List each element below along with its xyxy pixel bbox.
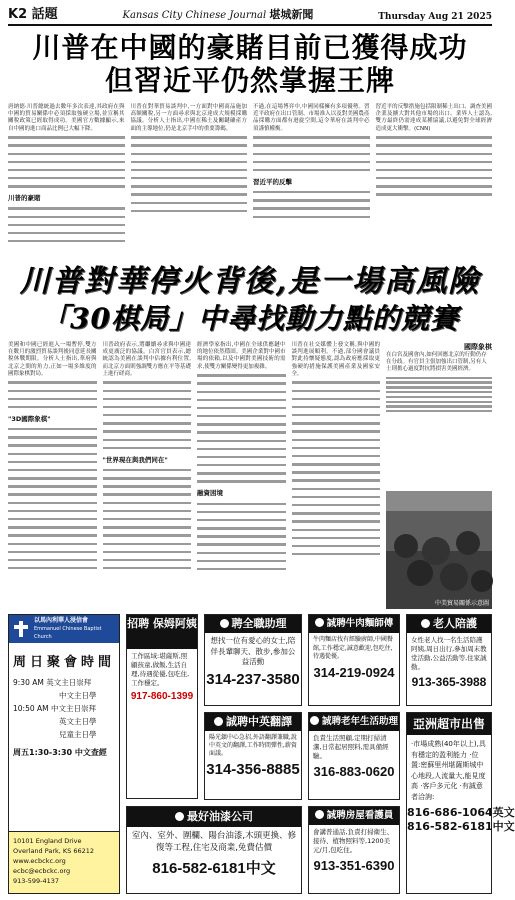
church-website[interactable]: www.ecbckc.org [13, 857, 66, 865]
translator-ad [204, 712, 302, 800]
article1-headline-line2: 但習近平仍然掌握王牌 [104, 64, 395, 97]
translator-ad-title-text: 誠聘中英翻譯 [226, 715, 292, 728]
translator-ad-phone: 314-356-8885 [206, 761, 300, 778]
church-schedule-row: 9:30 AM 英文主日崇拜 [13, 678, 92, 687]
assistant-ad-title [205, 615, 301, 633]
church-address-line: Overland Park, KS 66212 [13, 847, 95, 855]
photo-credit: 中美貿易關係示意圖 [434, 600, 489, 607]
article2-sidebar [386, 342, 492, 609]
masthead-zh: 堪城新聞 [269, 8, 314, 21]
article2-text: 經濟學家指出,中國在全球供應鏈中的地位依然穩固。美國企業對中國市場的依賴,以及中國對美國技術的需求,使雙方關係變得更加複雜。 [197, 342, 286, 370]
assistant-ad-text: 想找一位有愛心的女士,陪伴長輩聊天、散步,參加公益活動 [210, 636, 296, 666]
church-contact [9, 831, 119, 893]
senior-assistant-ad-title-text: 誠聘老年生活助理 [321, 716, 398, 727]
masthead-en: Kansas City Chinese Journal [122, 10, 267, 21]
church-phone: 913-599-4137 [13, 877, 60, 885]
assistant-ad-phone: 314-237-3580 [206, 670, 300, 688]
senior-assistant-ad-phone: 316-883-0620 [313, 764, 395, 779]
church-ad [8, 614, 120, 894]
article1-column [253, 104, 370, 256]
article1-subhead: 習近平的反擊 [253, 177, 292, 186]
church-name [34, 617, 116, 641]
senior-assistant-ad-title [309, 713, 399, 731]
house-caretaker-ad [308, 806, 400, 894]
assistant-ad [204, 614, 302, 706]
assistant-ad-title-text: 聘全職助理 [231, 617, 287, 630]
bullet-icon [220, 619, 229, 628]
supermarket-ad-phone: 816-582-6181中文 [407, 820, 515, 833]
section-label: K2 話題 [8, 7, 58, 22]
sidebar-heading: 國際象棋 [464, 343, 492, 351]
nanny-ad-phone: 917-860-1399 [130, 691, 194, 702]
chef-ad-title-text: 誠聘牛肉麵師傅 [326, 618, 394, 629]
article1-text: 唐納德·川普總統過去數年多次表達,其政府在與中國的貿易關係中必須採取強硬立場,並宣稱其關稅政策已經取得成功。美國官方數據顯示,來自中國的進口商品比例已大幅下降。 [8, 104, 125, 132]
painting-ad-text: 室內、室外、圍欄、陽台油漆,木頭更換、修復等工程,住宅及商業,免費估價 [131, 831, 297, 853]
cross-icon [12, 620, 30, 638]
article-photo [386, 491, 492, 609]
senior-assistant-ad-text: 負責生活照顧,定期打掃清潔,日常起居照料,需具備經驗。 [313, 734, 389, 760]
translator-ad-text: 陽光鎮中心急招,外語翻譯兼職,說中英文的翻譯,工作時間彈性,薪資面議。 [209, 734, 297, 757]
article1-text: 不過,在這場博弈中,中國同樣擁有多項優勢。習近平政府在出口管制、市場准入以及對美國農產品採購方面都有迴旋空間,這令華府在談判中必須謹慎權衡。 [253, 104, 370, 132]
article1-text: 習近平的反擊措施包括限制稀土出口、調查美國企業及擴大對其他市場的出口。業界人士認為,雙方最終仍需達成某種協議,以避免對全球經濟造成更大衝擊。(CNN) [375, 104, 492, 132]
article1-column [376, 104, 493, 256]
church-address-line: 10101 England Drive [13, 837, 82, 845]
church-banner [9, 615, 119, 643]
church-schedule-row: 兒童主日學 [59, 730, 97, 739]
supermarket-ad-title: 亞洲超市出售 [407, 713, 491, 735]
article2-subhead: 融資困境 [197, 489, 223, 498]
article2-headline-line1: 川普對華停火背後,是一場高風險 [19, 264, 481, 299]
painting-ad [126, 806, 302, 894]
elder-care-ad-text: 女性老人找一名生活陪護阿姨,周日出行,參加周末教堂活動,公益活動等,住家誠勤。 [411, 636, 487, 671]
supermarket-ad-text: ·市場成熟(40年以上),具有穩定的盈利能力 ·位置:密蘇里州堪薩斯城中心地段,人流量大,能見度高 ·客戶多元化 ·有誠意者洽詢: [411, 740, 486, 801]
chef-ad-text: 牛肉麵店找有經驗廚師,中國餐館,工作穩定,誠意歡迎,包吃住,待遇從優。 [313, 636, 393, 660]
church-schedule-row: 10:50 AM 中文主日崇拜 [13, 704, 96, 713]
article2-column [292, 342, 381, 609]
article1-headline-line1: 川普在中國的豪賭目前已獲得成功 [32, 31, 468, 64]
church-name-en: Emmanuel Chinese Baptist Church [34, 626, 102, 640]
church-schedule-title: 周日聚會時間 [12, 655, 115, 670]
painting-ad-phone: 816-582-6181中文 [152, 860, 276, 877]
bullet-icon [315, 618, 324, 627]
painting-ad-title [127, 807, 301, 827]
issue-date: Thursday Aug 21 2025 [378, 12, 492, 22]
house-caretaker-ad-title-text: 誠聘房屋看護員 [326, 810, 394, 821]
painting-ad-title-text: 最好油漆公司 [187, 810, 253, 823]
bullet-icon [175, 812, 184, 821]
classified-ads [8, 614, 515, 894]
church-name-zh: 以馬內利華人浸信會 [34, 617, 89, 624]
bullet-icon [310, 716, 319, 725]
church-schedule-row: 中文主日學 [59, 691, 97, 700]
nanny-ad-text: 工作區域:堪薩斯,照顧孩童,做飯,生活自理,待遇從優,包吃住,工作穩定。 [131, 652, 190, 687]
elder-care-ad-title-text: 老人陪護 [433, 617, 477, 630]
church-email[interactable]: ecbc@ecbckc.org [13, 867, 71, 875]
article1-text: 川普在對華貿易談判中,一方面對中國商品施加高額關稅,另一方面尋求與北京達成大規模採購協議。分析人士指出,中國在稀土及關鍵礦產方面的主導地位,仍是北京手中的重要籌碼。 [130, 104, 247, 132]
chef-ad [308, 614, 400, 706]
house-caretaker-ad-phone: 913-351-6390 [313, 858, 395, 873]
page-header [8, 4, 492, 26]
house-caretaker-ad-title [309, 807, 399, 825]
nanny-ad [126, 614, 198, 799]
supermarket-sale-ad [406, 712, 515, 894]
church-friday: 周五1:30-3:30 中文查經 [13, 748, 107, 757]
sidebar-text: 在白宮及國會內,如何回應北京的行動仍存在分歧。有官員主張加強出口管制,另有人士則擔心過度對抗將損害美國經濟。 [386, 352, 487, 373]
elder-care-ad-title [407, 615, 491, 633]
chef-ad-title [309, 615, 399, 633]
article2-column [103, 342, 192, 609]
article2-text: 美國和中國已經進入一場暫停,雙方在數月的激烈貿易談判後同意延長關稅休戰期限。分析人士指出,華府與北京之間的角力,正如一場多維度的國際象棋對局。 [8, 342, 97, 377]
elder-care-ad-phone: 913-365-3988 [411, 675, 487, 689]
chef-ad-phone: 314-219-0924 [313, 664, 395, 680]
article2-column [8, 342, 97, 609]
article1-column [131, 104, 248, 256]
church-schedule-row: 英文主日學 [59, 717, 97, 726]
article2-subhead: "世界現在與我們同在" [102, 455, 168, 464]
photo-illustration [386, 491, 492, 609]
house-caretaker-ad-text: 會講普通話,負責打掃衛生、接待、植物照料等,1200美元/月,包吃住。 [313, 828, 394, 854]
elder-care-ad [406, 614, 492, 706]
bullet-icon [421, 619, 430, 628]
article2-body [8, 342, 380, 609]
bullet-icon [315, 810, 324, 819]
article1-subhead: 川普的豪賭 [8, 194, 41, 203]
masthead [123, 6, 314, 22]
senior-assistant-ad [308, 712, 400, 800]
article2-headline-line2: 「30棋局」中尋找動力點的競賽 [41, 302, 459, 335]
bullet-icon [214, 717, 223, 726]
nanny-ad-title: 招聘 保姆阿姨 [127, 615, 197, 649]
translator-ad-title [205, 713, 301, 731]
article2-column [197, 342, 286, 609]
supermarket-ad-phone: 816-686-1064英文 [407, 806, 515, 819]
article2-text: 川普政府表示,將繼續尋求與中國達成更廣泛的協議。白宮官員表示,總統認為美國在談判中佔據有利位置,而北京方面則強調雙方應在平等基礎上進行磋商。 [102, 342, 191, 377]
article2-subhead: "3D國際象棋" [8, 414, 51, 423]
article2-text: 川普在社交媒體上發文稱,與中國的談判進展順利。不過,部分國會議員對此持懷疑態度,認為政府應採取更強硬的措施保護美國產業及國家安全。 [291, 342, 380, 377]
article1-body [8, 104, 492, 256]
article1-column [8, 104, 125, 256]
